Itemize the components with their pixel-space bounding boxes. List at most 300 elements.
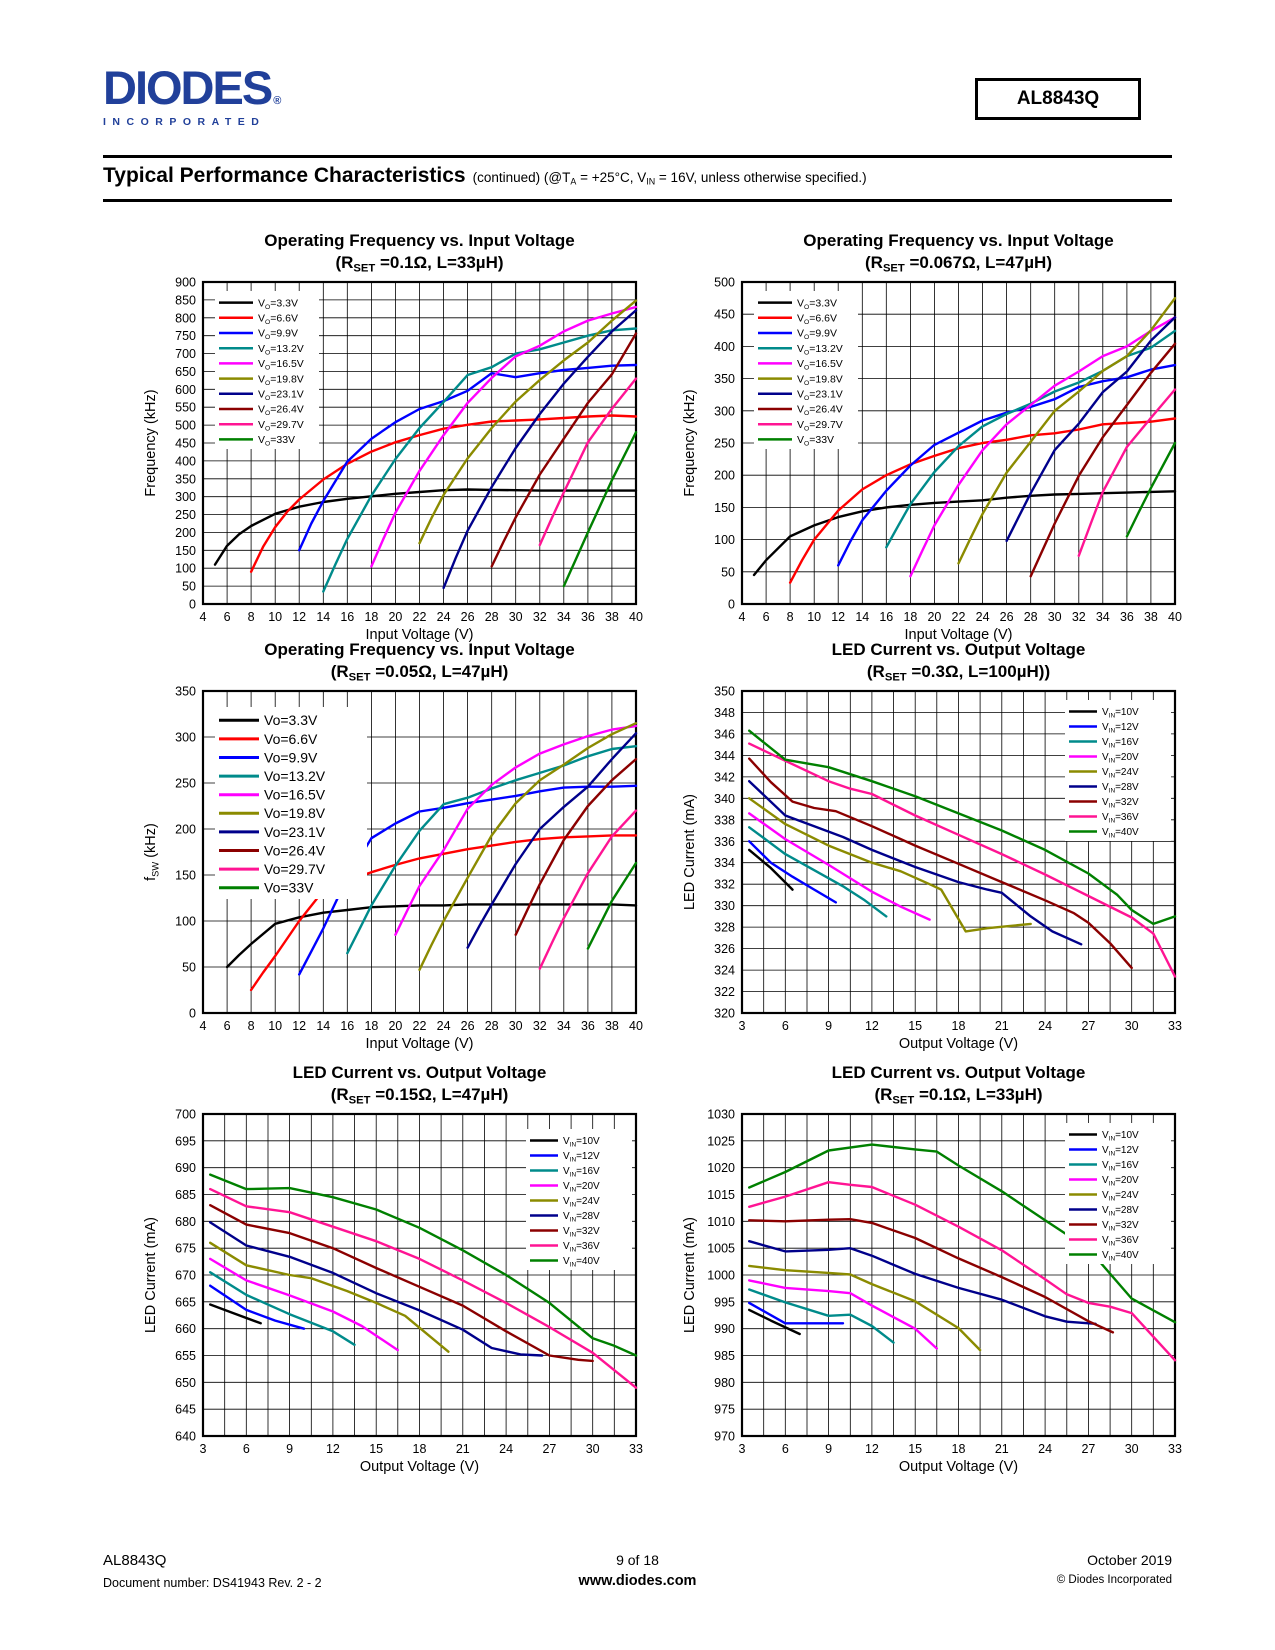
text-segment: (R (330, 662, 349, 682)
x-tick-label: 24 (975, 610, 990, 625)
y-tick-label: 332 (714, 877, 735, 892)
footer-copyright: © Diodes Incorporated (1056, 1574, 1172, 1586)
text-segment: IN (646, 176, 656, 187)
x-tick-label: 21 (994, 1019, 1009, 1034)
legend-label: $V_O=26.4V$ (258, 403, 304, 418)
x-axis-label: Output Voltage (V) (359, 1459, 480, 1475)
x-tick-label: 15 (908, 1019, 923, 1034)
y-tick-label: 600 (175, 382, 196, 397)
y-tick-label: 685 (175, 1188, 196, 1203)
y-tick-label: 650 (175, 364, 196, 379)
y-tick-label: 150 (714, 500, 735, 515)
x-tick-label: 14 (855, 610, 870, 625)
y-tick-label: 344 (714, 748, 735, 763)
x-tick-label: 10 (807, 610, 822, 625)
x-tick-label: 9 (825, 1019, 833, 1034)
legend-label: $V_{IN}=36V$ (563, 1241, 600, 1254)
legend-label: $V_O=9.9V$ (258, 327, 298, 342)
x-tick-label: 40 (1168, 610, 1182, 625)
chart-operating-frequency-rset-0p1 (143, 230, 648, 647)
legend-label: $V_{IN}=12V$ (563, 1151, 600, 1164)
x-axis-label: Output Voltage (V) (898, 1459, 1019, 1475)
logo-incorporated: INCORPORATED (103, 116, 266, 128)
x-tick-label: 26 (460, 610, 475, 625)
bottom-rule (103, 199, 1172, 202)
x-axis-label: Output Voltage (V) (898, 1036, 1019, 1052)
legend-label: $V_{IN}=40V$ (1102, 827, 1139, 840)
legend-label: $V_O=23.1V$ (258, 388, 304, 403)
y-tick-label: 995 (714, 1295, 735, 1310)
series-line-vo-33v (564, 432, 636, 586)
x-tick-label: 15 (369, 1442, 384, 1457)
y-tick-label: 980 (714, 1375, 735, 1390)
x-tick-label: 24 (436, 610, 451, 625)
series-line-vin-32v (749, 1219, 1113, 1332)
x-tick-label: 40 (629, 1019, 643, 1034)
legend-label: $V_{IN}=24V$ (1102, 767, 1139, 780)
y-tick-label: 975 (714, 1402, 735, 1417)
text-segment: = 16V, unless otherwise specified.) (655, 170, 867, 185)
y-tick-label: 500 (714, 276, 735, 290)
x-tick-label: 24 (1038, 1442, 1053, 1457)
y-axis-label: $f_{SW}$ (kHz) (143, 823, 161, 881)
section-subtitle (473, 170, 867, 185)
y-tick-label: 750 (175, 329, 196, 344)
chart-canvas (682, 276, 1187, 642)
y-tick-label: 0 (189, 1006, 196, 1021)
x-tick-label: 18 (364, 610, 379, 625)
text-segment: SET (884, 671, 907, 684)
x-tick-label: 20 (388, 1019, 403, 1034)
legend-label: $V_{IN}=28V$ (1102, 782, 1139, 795)
y-tick-label: 0 (728, 597, 735, 612)
legend-label: $V_{IN}=40V$ (563, 1256, 600, 1269)
footer-right (1057, 1552, 1172, 1586)
y-tick-label: 50 (182, 960, 196, 975)
text-segment: =0.1Ω, L=33µH) (375, 253, 504, 273)
series-line-vin-10v (749, 1310, 800, 1334)
legend-label: Vo=23.1V (264, 823, 326, 840)
x-tick-label: 16 (340, 1019, 355, 1034)
x-tick-label: 9 (286, 1442, 294, 1457)
x-tick-label: 12 (831, 610, 846, 625)
x-tick-label: 28 (484, 1019, 499, 1034)
part-number: AL8843Q (1016, 88, 1100, 109)
y-axis-label: LED Current (mA) (682, 1217, 698, 1334)
legend (754, 291, 858, 449)
legend-label: $V_{IN}=10V$ (563, 1136, 600, 1149)
text-segment: SET (892, 1094, 915, 1107)
x-tick-label: 33 (1168, 1019, 1182, 1034)
legend-label: Vo=16.5V (264, 786, 326, 803)
y-tick-label: 1000 (707, 1268, 735, 1283)
y-tick-label: 1010 (707, 1214, 735, 1229)
y-tick-label: 300 (175, 490, 196, 505)
legend-label: Vo=33V (264, 879, 314, 896)
legend-label: $V_O=33V$ (258, 434, 296, 448)
text-segment: SET (882, 262, 905, 275)
y-tick-label: 850 (175, 293, 196, 308)
x-tick-label: 14 (316, 1019, 331, 1034)
legend-label: $V_{IN}=16V$ (563, 1166, 600, 1179)
y-tick-label: 1015 (707, 1188, 735, 1203)
chart-title-line1: Operating Frequency vs. Input Voltage (803, 231, 1114, 250)
footer-part-number: AL8843Q (103, 1552, 167, 1569)
y-tick-label: 655 (175, 1349, 196, 1364)
x-tick-label: 18 (412, 1442, 427, 1457)
legend-label: $V_O=29.7V$ (258, 418, 304, 433)
y-tick-label: 400 (714, 339, 735, 354)
footer-website: www.diodes.com (578, 1573, 697, 1589)
x-tick-label: 20 (388, 610, 403, 625)
y-axis-label: Frequency (kHz) (682, 389, 698, 497)
x-tick-label: 6 (242, 1442, 250, 1457)
section-title: Typical Performance Characteristics (103, 164, 466, 187)
text-segment: =0.067Ω, L=47µH) (904, 253, 1052, 273)
chart-title-line1: LED Current vs. Output Voltage (831, 640, 1086, 659)
x-tick-label: 6 (223, 610, 231, 625)
x-tick-label: 16 (879, 610, 894, 625)
x-tick-label: 6 (781, 1442, 789, 1457)
series-line-vo-16.5v (910, 317, 1175, 576)
y-tick-label: 970 (714, 1429, 735, 1444)
y-tick-label: 670 (175, 1268, 196, 1283)
x-tick-label: 18 (951, 1442, 966, 1457)
text-segment: (continued) (@T (472, 170, 571, 185)
chart-title-line2 (730, 661, 1187, 685)
chart-title (682, 1062, 1187, 1108)
legend (1065, 1123, 1171, 1264)
x-tick-label: 6 (223, 1019, 231, 1034)
legend-label: Vo=29.7V (264, 861, 326, 878)
x-tick-label: 38 (1143, 610, 1158, 625)
legend-label: $V_{IN}=36V$ (1102, 812, 1139, 825)
diodes-logo (103, 61, 280, 128)
text-segment: (R (866, 662, 885, 682)
chart-title-line2 (191, 252, 648, 276)
registered-mark: ® (273, 95, 280, 107)
legend-label: $V_O=6.6V$ (258, 312, 298, 327)
y-tick-label: 680 (175, 1214, 196, 1229)
x-tick-label: 36 (1119, 610, 1134, 625)
x-tick-label: 32 (532, 1019, 547, 1034)
x-tick-label: 4 (199, 610, 207, 625)
x-tick-label: 33 (629, 1442, 643, 1457)
chart-canvas (143, 1108, 648, 1474)
x-tick-label: 10 (268, 1019, 283, 1034)
legend-label: Vo=6.6V (264, 730, 318, 747)
legend-label: $V_{IN}=28V$ (1102, 1205, 1139, 1218)
x-tick-label: 8 (786, 610, 794, 625)
legend-label: Vo=9.9V (264, 749, 318, 766)
legend-label: $V_{IN}=36V$ (1102, 1235, 1139, 1248)
y-tick-label: 665 (175, 1295, 196, 1310)
x-tick-label: 34 (1095, 610, 1110, 625)
x-tick-label: 33 (1168, 1442, 1182, 1457)
y-tick-label: 346 (714, 727, 735, 742)
x-tick-label: 6 (781, 1019, 789, 1034)
y-tick-label: 800 (175, 311, 196, 326)
text-segment: (R (864, 253, 883, 273)
legend-label: $V_{IN}=20V$ (1102, 752, 1139, 765)
legend-label: $V_O=16.5V$ (258, 358, 304, 372)
chart-title (143, 639, 648, 685)
text-segment: (R (330, 1085, 349, 1105)
x-axis-label: Input Voltage (V) (365, 1036, 474, 1052)
y-tick-label: 700 (175, 1108, 196, 1122)
chart-canvas (682, 1108, 1187, 1474)
x-tick-label: 28 (1023, 610, 1038, 625)
chart-title-line1: Operating Frequency vs. Input Voltage (264, 640, 575, 659)
y-axis-label: LED Current (mA) (143, 1217, 159, 1334)
legend-label: $V_O=33V$ (797, 434, 835, 448)
y-axis-label: LED Current (mA) (682, 794, 698, 911)
x-tick-label: 30 (1124, 1019, 1139, 1034)
y-tick-label: 700 (175, 347, 196, 362)
legend-label: $V_{IN}=24V$ (1102, 1190, 1139, 1203)
x-tick-label: 9 (825, 1442, 833, 1457)
x-tick-label: 30 (508, 610, 523, 625)
text-segment: =0.3Ω, L=100µH)) (906, 662, 1051, 682)
legend (215, 707, 367, 899)
x-tick-label: 26 (999, 610, 1014, 625)
legend-label: $V_{IN}=28V$ (563, 1211, 600, 1224)
y-tick-label: 328 (714, 920, 735, 935)
x-tick-label: 18 (903, 610, 918, 625)
y-tick-label: 1030 (707, 1108, 735, 1122)
y-tick-label: 500 (175, 418, 196, 433)
x-tick-label: 32 (532, 610, 547, 625)
legend (1065, 700, 1171, 841)
x-tick-label: 12 (864, 1019, 879, 1034)
series-line-vo-23.1v (468, 733, 636, 947)
x-tick-label: 40 (629, 610, 643, 625)
text-segment: (R (335, 253, 354, 273)
chart-title-line2 (191, 1084, 648, 1108)
legend (215, 291, 319, 449)
y-tick-label: 690 (175, 1161, 196, 1176)
y-tick-label: 326 (714, 942, 735, 957)
series-line-vin-28v (749, 1241, 1095, 1324)
legend-label: $V_{IN}=32V$ (1102, 1220, 1139, 1233)
text-segment: =0.15Ω, L=47µH) (370, 1085, 509, 1105)
legend-label: $V_O=26.4V$ (797, 403, 843, 418)
x-tick-label: 12 (325, 1442, 340, 1457)
legend-label: $V_O=16.5V$ (797, 358, 843, 372)
text-segment: =0.05Ω, L=47µH) (370, 662, 509, 682)
y-tick-label: 645 (175, 1402, 196, 1417)
y-tick-label: 675 (175, 1241, 196, 1256)
legend-label: $V_O=29.7V$ (797, 418, 843, 433)
x-tick-label: 27 (1081, 1019, 1096, 1034)
x-tick-label: 21 (455, 1442, 470, 1457)
y-tick-label: 660 (175, 1322, 196, 1337)
y-tick-label: 150 (175, 543, 196, 558)
y-tick-label: 150 (175, 868, 196, 883)
y-tick-label: 650 (175, 1375, 196, 1390)
y-tick-label: 250 (714, 436, 735, 451)
y-tick-label: 1025 (707, 1134, 735, 1149)
y-tick-label: 695 (175, 1134, 196, 1149)
x-tick-label: 20 (927, 610, 942, 625)
y-tick-label: 336 (714, 834, 735, 849)
footer-date: October 2019 (1087, 1552, 1172, 1568)
x-tick-label: 28 (484, 610, 499, 625)
x-tick-label: 15 (908, 1442, 923, 1457)
y-tick-label: 900 (175, 276, 196, 290)
x-tick-label: 30 (1047, 610, 1062, 625)
legend-label: $V_O=3.3V$ (797, 297, 837, 311)
x-tick-label: 27 (542, 1442, 557, 1457)
x-tick-label: 30 (508, 1019, 523, 1034)
text-segment: SET (353, 262, 376, 275)
chart-canvas (143, 276, 648, 642)
y-axis-label: Frequency (kHz) (143, 389, 159, 497)
chart-title-line1: LED Current vs. Output Voltage (831, 1063, 1086, 1082)
x-tick-label: 6 (762, 610, 770, 625)
y-tick-label: 334 (714, 856, 735, 871)
y-tick-label: 320 (714, 1006, 735, 1021)
legend-label: $V_{IN}=10V$ (1102, 1130, 1139, 1143)
x-tick-label: 24 (499, 1442, 514, 1457)
footer-page-number: 9 of 18 (616, 1552, 659, 1568)
x-tick-label: 22 (412, 1019, 427, 1034)
legend-label: $V_{IN}=40V$ (1102, 1250, 1139, 1263)
y-tick-label: 350 (175, 685, 196, 699)
x-axis-label: Input Voltage (V) (904, 627, 1013, 643)
chart-title (143, 1062, 648, 1108)
y-tick-label: 340 (714, 791, 735, 806)
legend-label: $V_{IN}=16V$ (1102, 1160, 1139, 1173)
y-tick-label: 1005 (707, 1241, 735, 1256)
footer-document-number: Document number: DS41943 Rev. 2 - 2 (103, 1576, 322, 1590)
legend-label: Vo=19.8V (264, 805, 326, 822)
y-tick-label: 330 (714, 899, 735, 914)
legend-label: $V_{IN}=10V$ (1102, 707, 1139, 720)
legend-label: $V_O=23.1V$ (797, 388, 843, 403)
legend (526, 1129, 632, 1270)
chart-operating-frequency-rset-0p067 (682, 230, 1187, 647)
chart-canvas (143, 685, 648, 1051)
text-segment: SET (348, 1094, 371, 1107)
x-axis-label: Input Voltage (V) (365, 627, 474, 643)
x-tick-label: 12 (292, 610, 307, 625)
x-tick-label: 16 (340, 610, 355, 625)
y-tick-label: 338 (714, 813, 735, 828)
legend-label: $V_O=6.6V$ (797, 312, 837, 327)
section-header (103, 164, 1172, 188)
y-tick-label: 100 (714, 533, 735, 548)
legend-label: $V_{IN}=20V$ (563, 1181, 600, 1194)
legend-label: $V_O=19.8V$ (797, 373, 843, 387)
legend-label: $V_{IN}=24V$ (563, 1196, 600, 1209)
series-line-vin-12v (749, 841, 836, 902)
y-tick-label: 200 (175, 822, 196, 837)
legend-label: $V_O=13.2V$ (258, 342, 304, 357)
y-tick-label: 550 (175, 400, 196, 415)
chart-title-line2 (730, 1084, 1187, 1108)
x-tick-label: 3 (199, 1442, 207, 1457)
chart-canvas (682, 685, 1187, 1051)
x-tick-label: 30 (585, 1442, 600, 1457)
x-tick-label: 4 (199, 1019, 207, 1034)
x-tick-label: 24 (436, 1019, 451, 1034)
y-tick-label: 640 (175, 1429, 196, 1444)
y-tick-label: 350 (714, 685, 735, 699)
y-tick-label: 350 (714, 372, 735, 387)
chart-title (682, 639, 1187, 685)
x-tick-label: 34 (556, 1019, 571, 1034)
x-tick-label: 36 (580, 610, 595, 625)
text-segment: (R (874, 1085, 893, 1105)
chart-led-current-rset-0p15 (143, 1062, 648, 1479)
chart-led-current-rset-0p1 (682, 1062, 1187, 1479)
legend-label: Vo=26.4V (264, 842, 326, 859)
y-tick-label: 985 (714, 1349, 735, 1364)
y-tick-label: 342 (714, 770, 735, 785)
part-number-box (975, 78, 1141, 120)
x-tick-label: 3 (738, 1442, 746, 1457)
chart-operating-frequency-rset-0p05 (143, 639, 648, 1056)
legend-label: $V_{IN}=12V$ (1102, 722, 1139, 735)
x-tick-label: 27 (1081, 1442, 1096, 1457)
y-tick-label: 250 (175, 508, 196, 523)
legend-label: $V_{IN}=32V$ (1102, 797, 1139, 810)
x-tick-label: 22 (951, 610, 966, 625)
x-tick-label: 36 (580, 1019, 595, 1034)
chart-title-line2 (191, 661, 648, 685)
top-rule (103, 155, 1172, 158)
chart-title (682, 230, 1187, 276)
y-tick-label: 200 (175, 525, 196, 540)
y-tick-label: 450 (714, 307, 735, 322)
x-tick-label: 12 (864, 1442, 879, 1457)
series-line-vin-10v (210, 1305, 261, 1324)
y-tick-label: 348 (714, 706, 735, 721)
y-tick-label: 350 (175, 472, 196, 487)
legend-label: $V_{IN}=16V$ (1102, 737, 1139, 750)
legend-label: $V_O=19.8V$ (258, 373, 304, 387)
x-tick-label: 8 (247, 1019, 255, 1034)
x-tick-label: 21 (994, 1442, 1009, 1457)
series-line-vo-3.3v (215, 490, 636, 565)
y-tick-label: 250 (175, 776, 196, 791)
y-tick-label: 324 (714, 963, 735, 978)
series-line-vo-3.3v (754, 491, 1175, 575)
legend-label: $V_O=3.3V$ (258, 297, 298, 311)
legend-label: $V_{IN}=20V$ (1102, 1175, 1139, 1188)
text-segment: = +25°C, V (576, 170, 647, 185)
legend-label: $V_O=9.9V$ (797, 327, 837, 342)
x-tick-label: 8 (247, 610, 255, 625)
x-tick-label: 38 (604, 1019, 619, 1034)
legend-label: $V_O=13.2V$ (797, 342, 843, 357)
y-tick-label: 50 (721, 565, 735, 580)
x-tick-label: 24 (1038, 1019, 1053, 1034)
x-tick-label: 10 (268, 610, 283, 625)
x-tick-label: 26 (460, 1019, 475, 1034)
y-tick-label: 0 (189, 597, 196, 612)
chart-title (143, 230, 648, 276)
x-tick-label: 3 (738, 1019, 746, 1034)
text-segment: A (570, 176, 577, 187)
x-tick-label: 34 (556, 610, 571, 625)
legend-label: Vo=13.2V (264, 768, 326, 785)
x-tick-label: 4 (738, 610, 746, 625)
x-tick-label: 12 (292, 1019, 307, 1034)
x-tick-label: 18 (364, 1019, 379, 1034)
x-tick-label: 30 (1124, 1442, 1139, 1457)
